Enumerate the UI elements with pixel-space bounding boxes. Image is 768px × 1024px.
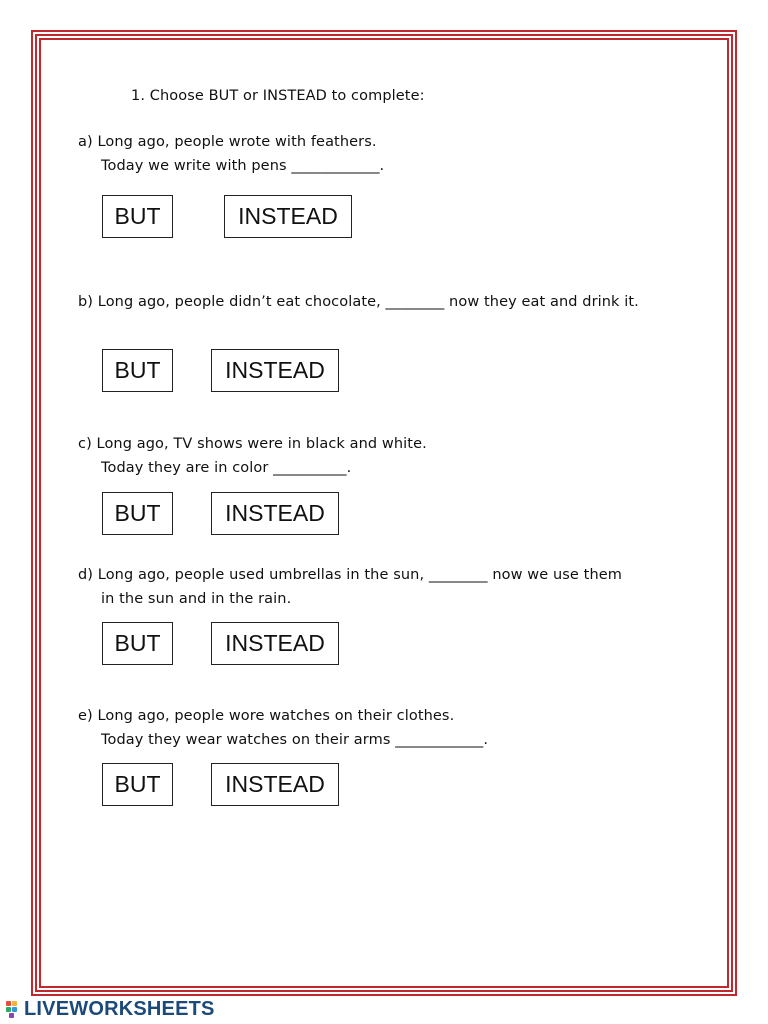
question-a-instead-button[interactable]: INSTEAD xyxy=(224,195,352,238)
question-b-instead-button[interactable]: INSTEAD xyxy=(211,349,339,392)
question-c-line1: c) Long ago, TV shows were in black and white. xyxy=(78,436,427,452)
question-b-line1: b) Long ago, people didn’t eat chocolate, ________ now they eat and drink it. xyxy=(78,294,639,310)
question-c-line2: Today they are in color __________. xyxy=(101,460,352,476)
question-e-instead-button[interactable]: INSTEAD xyxy=(211,763,339,806)
question-e-but-button[interactable]: BUT xyxy=(102,763,173,806)
liveworksheets-logo-icon xyxy=(6,998,22,1020)
question-d-but-button[interactable]: BUT xyxy=(102,622,173,665)
question-b-but-button[interactable]: BUT xyxy=(102,349,173,392)
instruction-heading: 1. Choose BUT or INSTEAD to complete: xyxy=(131,88,425,104)
question-a-line1: a) Long ago, people wrote with feathers. xyxy=(78,134,377,150)
question-d-instead-button[interactable]: INSTEAD xyxy=(211,622,339,665)
question-e-line2: Today they wear watches on their arms ____________. xyxy=(101,732,489,748)
question-a-but-button[interactable]: BUT xyxy=(102,195,173,238)
question-a-line2: Today we write with pens ____________. xyxy=(101,158,385,174)
question-c-but-button[interactable]: BUT xyxy=(102,492,173,535)
question-c-instead-button[interactable]: INSTEAD xyxy=(211,492,339,535)
brand-name: LIVEWORKSHEETS xyxy=(24,997,215,1020)
question-d-line1: d) Long ago, people used umbrellas in the sun, ________ now we use them xyxy=(78,567,622,583)
liveworksheets-brand[interactable] xyxy=(6,996,215,1022)
question-d-line2: in the sun and in the rain. xyxy=(101,591,292,607)
question-e-line1: e) Long ago, people wore watches on their clothes. xyxy=(78,708,455,724)
